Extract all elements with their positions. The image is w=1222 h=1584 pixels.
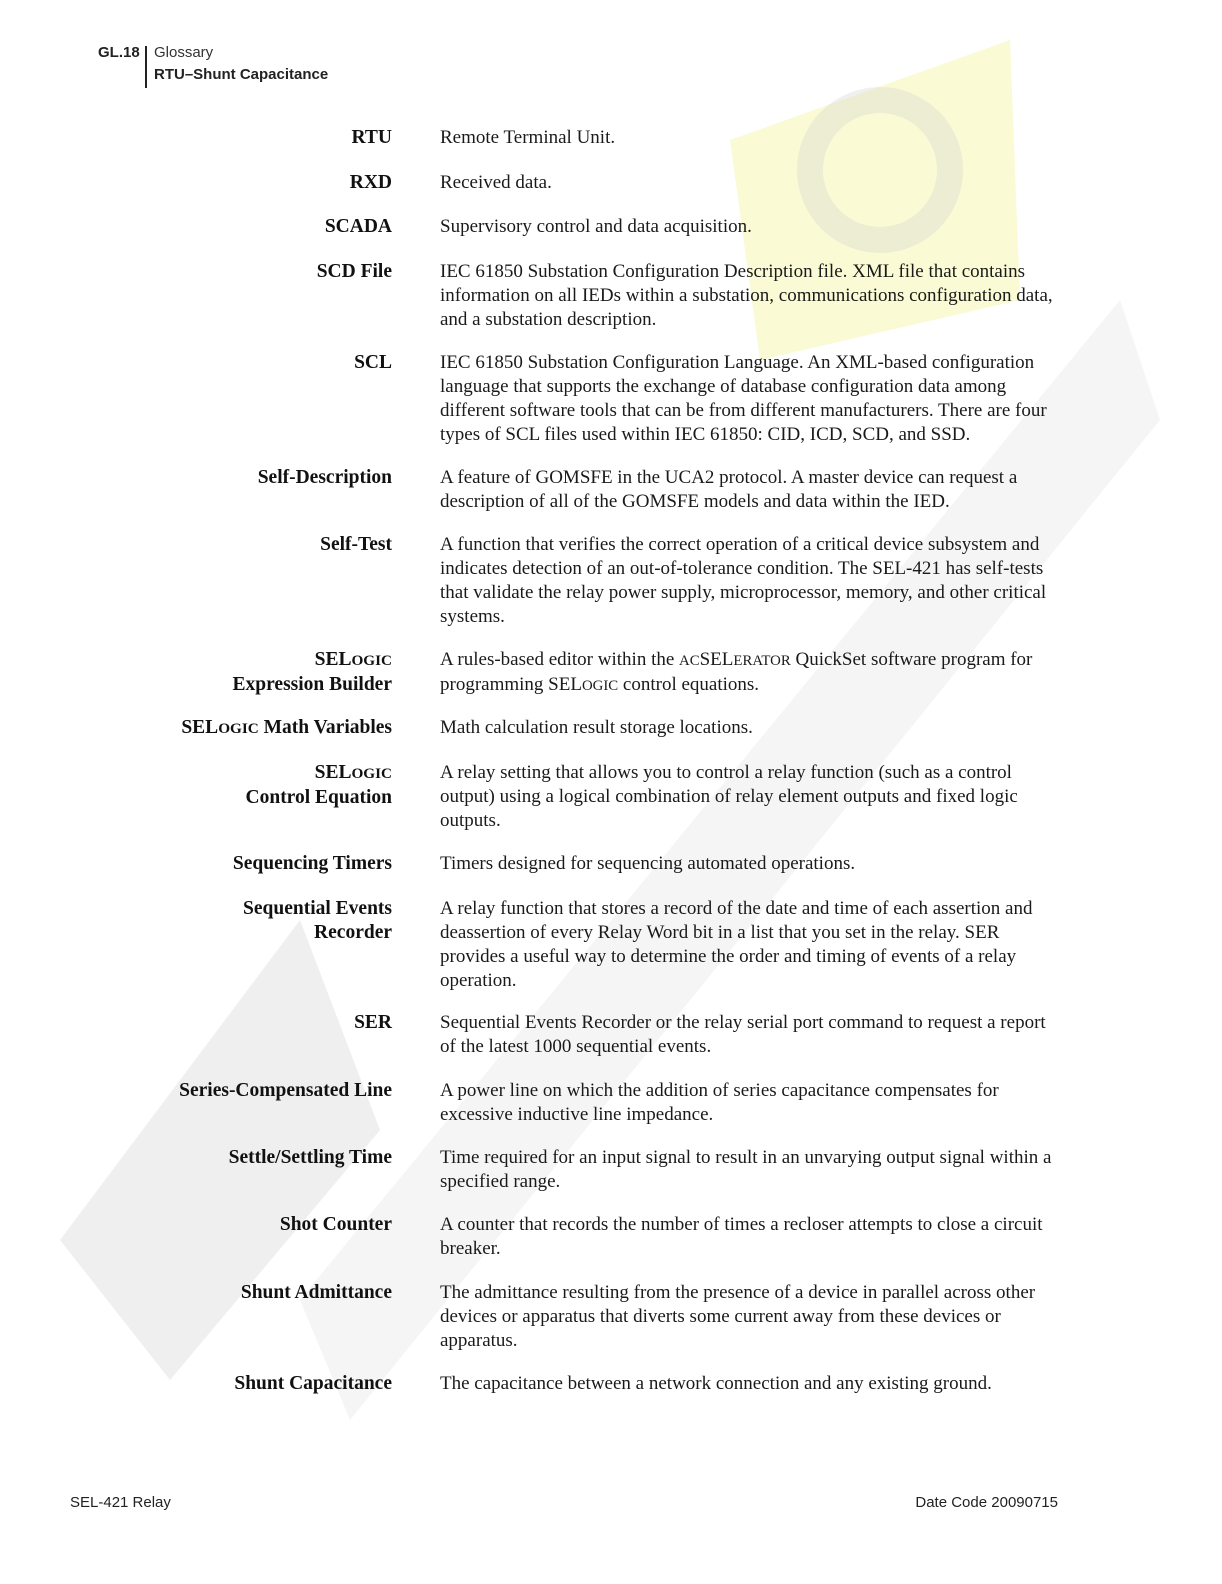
term-small-caps: OGIC [351, 652, 392, 669]
term-part: Expression Builder [232, 674, 392, 695]
glossary-term: SCADA [324, 216, 392, 237]
term-part: SEL [314, 649, 352, 670]
glossary-term: Shunt Admittance [240, 1282, 392, 1303]
glossary-definition: Sequential Events Recorder or the relay serial port command to request a report of the latest 1000 sequential events. [440, 1012, 1046, 1057]
glossary-definition: IEC 61850 Substation Configuration Language. An XML-based configuration language that supports the exchange of database configuration data among different software tools that can be from different manufacturers. There are four types of SCL files used within IEC 61850: CID, ICD, SCD, and SSD. [440, 352, 1047, 445]
glossary-definition: A relay setting that allows you to control a relay function (such as a control output) using a logical combination of relay element outputs and fixed logic outputs. [440, 762, 1018, 831]
glossary-definition: Remote Terminal Unit. [440, 127, 616, 148]
glossary-term [140, 897, 392, 945]
glossary-term: SCL [354, 352, 392, 373]
definition-part: QuickSet software program for programming SEL [440, 649, 1033, 695]
glossary-term: Sequencing Timers [232, 853, 392, 874]
glossary-definition: Timers designed for sequencing automated operations. [440, 853, 856, 874]
glossary-definition: A feature of GOMSFE in the UCA2 protocol. A master device can request a description of all of the GOMSFE models and data within the IED. [440, 467, 1018, 512]
glossary-range: RTU–Shunt Capacitance [154, 66, 329, 83]
glossary-definition: A function that verifies the correct operation of a critical device subsystem and indicates detection of an out-of-tolerance condition. The SEL-421 has self-tests that validate the relay power supply, microprocessor, memory, and other critical systems. [440, 534, 1047, 627]
definition-part: SEL [699, 649, 734, 670]
glossary-term: Self-Description [257, 467, 392, 488]
page-number: GL.18 [98, 44, 140, 61]
glossary-term: Shunt Capacitance [234, 1373, 392, 1394]
definition-small-caps: ERATOR [733, 653, 791, 669]
glossary-term: Series-Compensated Line [179, 1080, 392, 1101]
glossary-definition: A counter that records the number of times a recloser attempts to close a circuit breaker. [440, 1214, 1043, 1259]
glossary-term [140, 648, 392, 697]
footer-product: SEL-421 Relay [70, 1494, 171, 1511]
term-small-caps: OGIC [218, 720, 259, 737]
glossary-definition: A power line on which the addition of series capacitance compensates for excessive inductive line impedance. [440, 1080, 999, 1125]
term-part: Math Variables [258, 717, 392, 738]
glossary-term: SCD File [316, 261, 392, 282]
glossary-definition: A relay function that stores a record of the date and time of each assertion and deassertion of every Relay Word bit in a list that you set in the relay. SER provides a useful way to determine the order and timing of events of a relay operation. [440, 898, 1033, 991]
definition-part: control equations. [618, 674, 760, 695]
glossary-definition: The admittance resulting from the presence of a device in parallel across other devices or apparatus that diverts some current away from these devices or apparatus. [440, 1282, 1036, 1351]
term-part: Control Equation [245, 787, 392, 808]
glossary-term: Self-Test [320, 534, 392, 555]
glossary-term: Shot Counter [279, 1214, 392, 1235]
definition-small-caps: OGIC [581, 678, 619, 694]
glossary-definition: Received data. [440, 172, 552, 193]
term-part: Recorder [314, 922, 392, 943]
glossary-definition: Time required for an input signal to result in an unvarying output signal within a specified range. [440, 1147, 1052, 1192]
glossary-term: RTU [351, 127, 392, 148]
glossary-term: SER [354, 1012, 392, 1033]
term-part: Sequential Events [243, 898, 392, 919]
definition-part: A rules-based editor within the [440, 649, 680, 670]
term-small-caps: OGIC [351, 765, 392, 782]
glossary-definition [440, 648, 1060, 698]
glossary-definition: Supervisory control and data acquisition. [440, 216, 752, 237]
glossary-definition: IEC 61850 Substation Configuration Description file. XML file that contains information on all IEDs within a substation, communications configuration data, and a substation description. [440, 261, 1053, 330]
header-divider [145, 46, 147, 88]
footer-date-code: Date Code 20090715 [915, 1494, 1058, 1511]
glossary-term [100, 716, 392, 741]
glossary-term: Settle/Settling Time [228, 1147, 392, 1168]
glossary-term: RXD [349, 172, 392, 193]
term-part: SEL [181, 717, 219, 738]
section-title: Glossary [154, 44, 214, 61]
definition-small-caps: AC [679, 653, 700, 669]
term-part: SEL [314, 762, 352, 783]
glossary-term [140, 761, 392, 810]
glossary-definition: The capacitance between a network connection and any existing ground. [440, 1373, 992, 1394]
glossary-definition: Math calculation result storage locations. [440, 717, 753, 738]
